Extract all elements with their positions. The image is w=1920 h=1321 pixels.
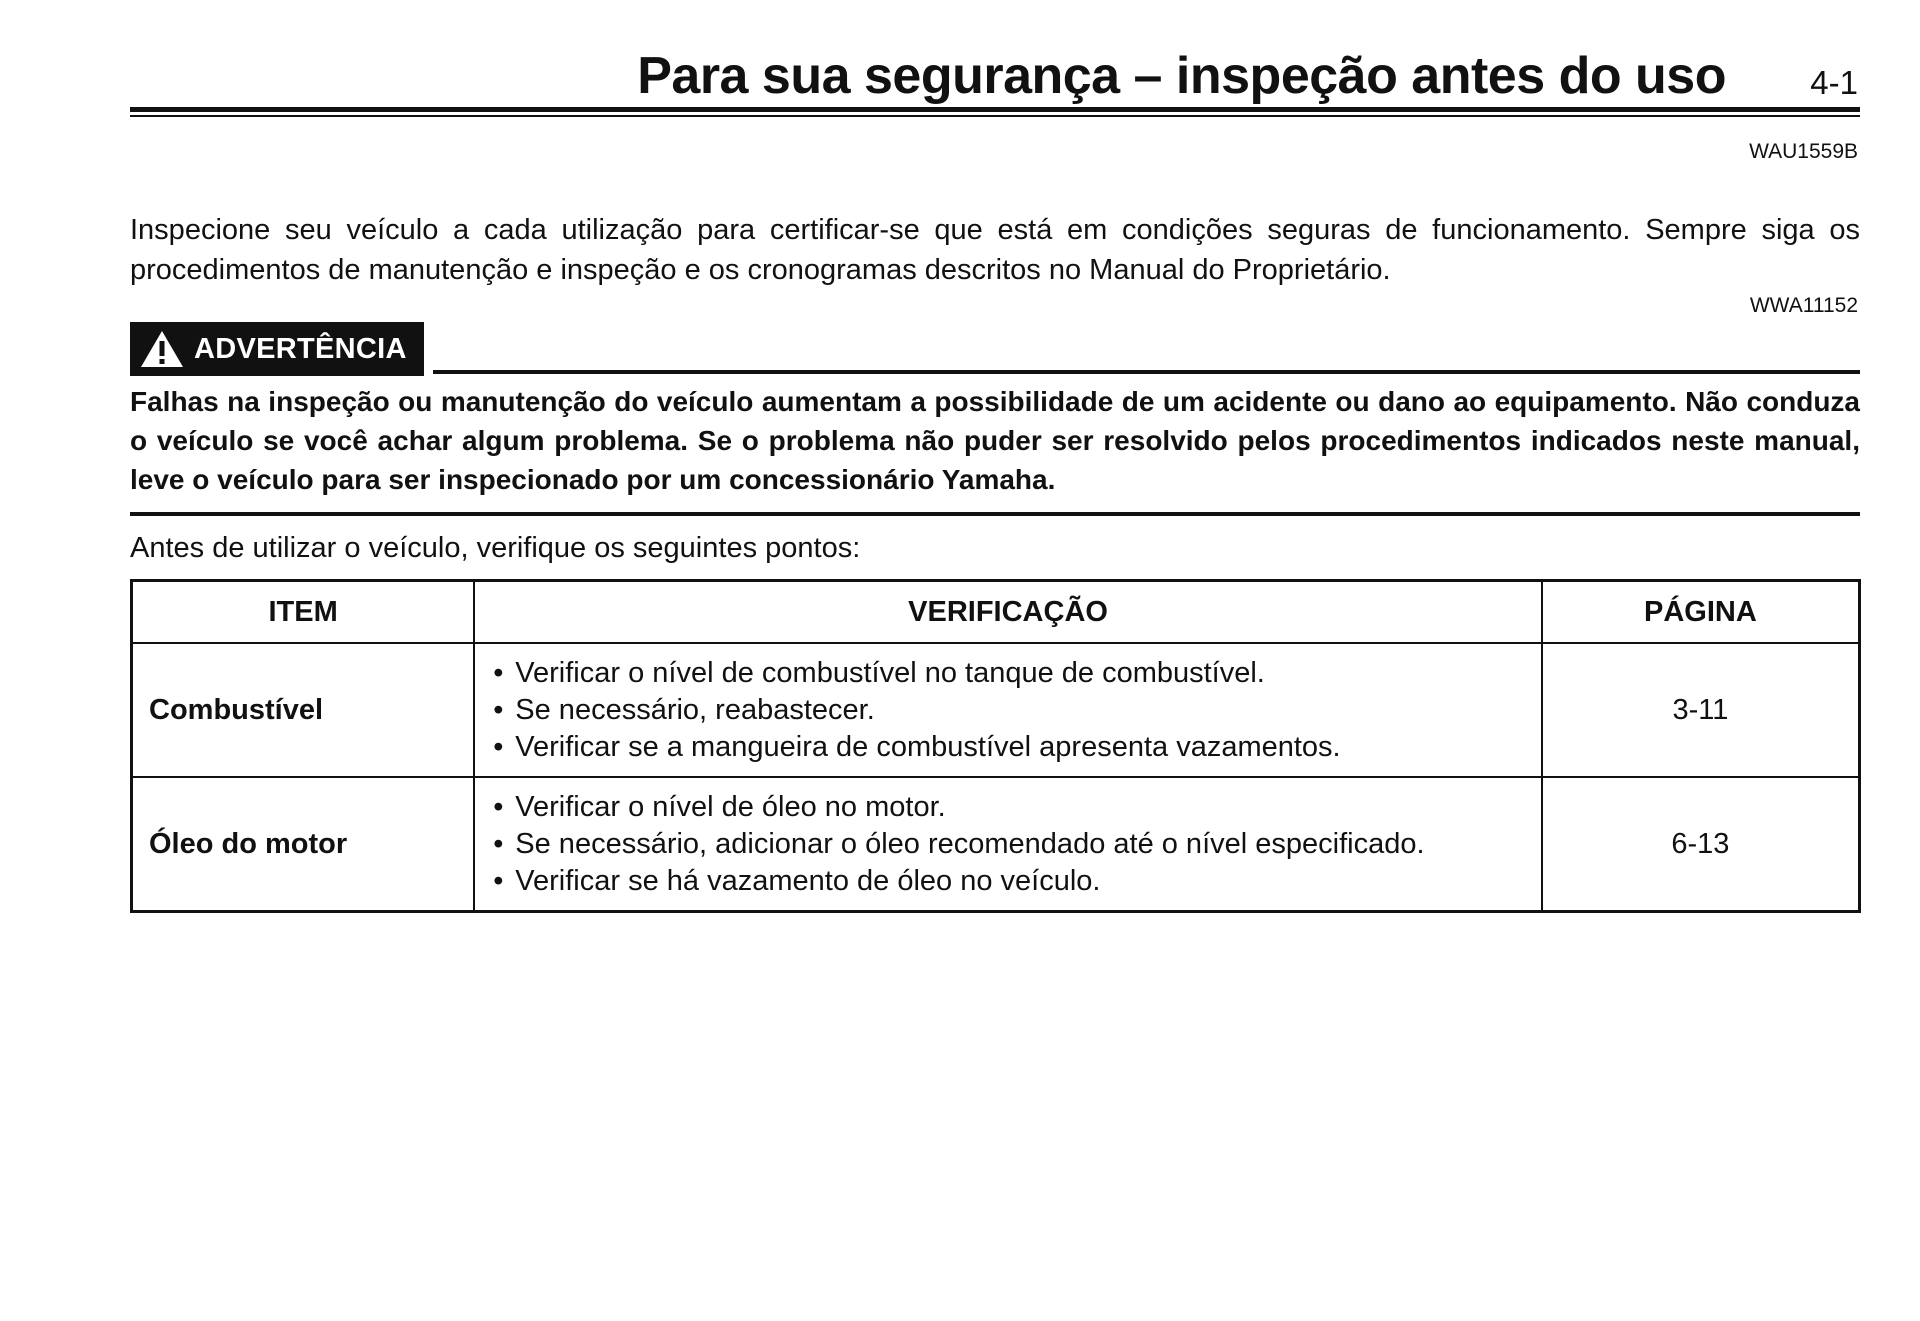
page-title: Para sua segurança – inspeção antes do uso: [637, 47, 1726, 105]
page-header: [130, 46, 1860, 108]
header-rule-thin: [130, 115, 1860, 117]
check-cell: [474, 777, 1542, 912]
check-item: • Verificar se há vazamento de óleo no veículo.: [493, 863, 1540, 900]
check-item: • Verificar o nível de combustível no tanque de combustível.: [493, 655, 1540, 692]
check-item: • Verificar se a mangueira de combustível apresenta vazamentos.: [493, 729, 1540, 766]
table-row: [132, 777, 1860, 912]
table-header-row: [132, 581, 1860, 644]
header-rule-thick: [130, 107, 1860, 112]
page-ref-cell: 3-11: [1542, 643, 1860, 777]
warning-bottom-rule: [130, 512, 1860, 516]
intro-paragraph: Inspecione seu veículo a cada utilização para certificar-se que está em condições seguras de funcionamento. Sempre siga os procedimentos de manutenção e inspeção e os cronogramas descritos no Manual do Proprietário.: [130, 214, 1860, 286]
check-list: [493, 789, 1540, 900]
table-row: [132, 643, 1860, 777]
warning-rule: [433, 370, 1860, 374]
item-cell: Combustível: [132, 643, 475, 777]
check-list: [493, 655, 1540, 766]
page-ref-cell: 6-13: [1542, 777, 1860, 912]
before-use-text: Antes de utilizar o veículo, verifique os seguintes pontos:: [130, 532, 861, 564]
check-item: • Verificar o nível de óleo no motor.: [493, 789, 1540, 826]
warning-code: WWA11152: [1749, 294, 1858, 317]
inspection-table: [130, 579, 1861, 913]
check-item: • Se necessário, reabastecer.: [493, 692, 1540, 729]
header-check: VERIFICAÇÃO: [474, 581, 1542, 644]
warning-label-text: ADVERTÊNCIA: [194, 332, 407, 365]
header-page: PÁGINA: [1542, 581, 1860, 644]
item-cell: Óleo do motor: [132, 777, 475, 912]
warning-label: [130, 322, 424, 376]
section-code: WAU1559B: [1749, 140, 1858, 163]
warning-triangle-icon: [140, 330, 184, 368]
check-item: • Se necessário, adicionar o óleo recomendado até o nível especificado.: [493, 826, 1540, 863]
page-number: 4-1: [1810, 64, 1858, 101]
check-cell: [474, 643, 1542, 777]
warning-text: Falhas na inspeção ou manutenção do veículo aumentam a possibilidade de um acidente ou dano ao equipamento. Não conduza o veículo se você achar algum problema. Se o problema não puder ser resolvido pelos procedimentos indicados neste manual, leve o veículo para ser inspecionado por um concessionário Yamaha.: [130, 386, 1860, 495]
header-item: ITEM: [132, 581, 475, 644]
